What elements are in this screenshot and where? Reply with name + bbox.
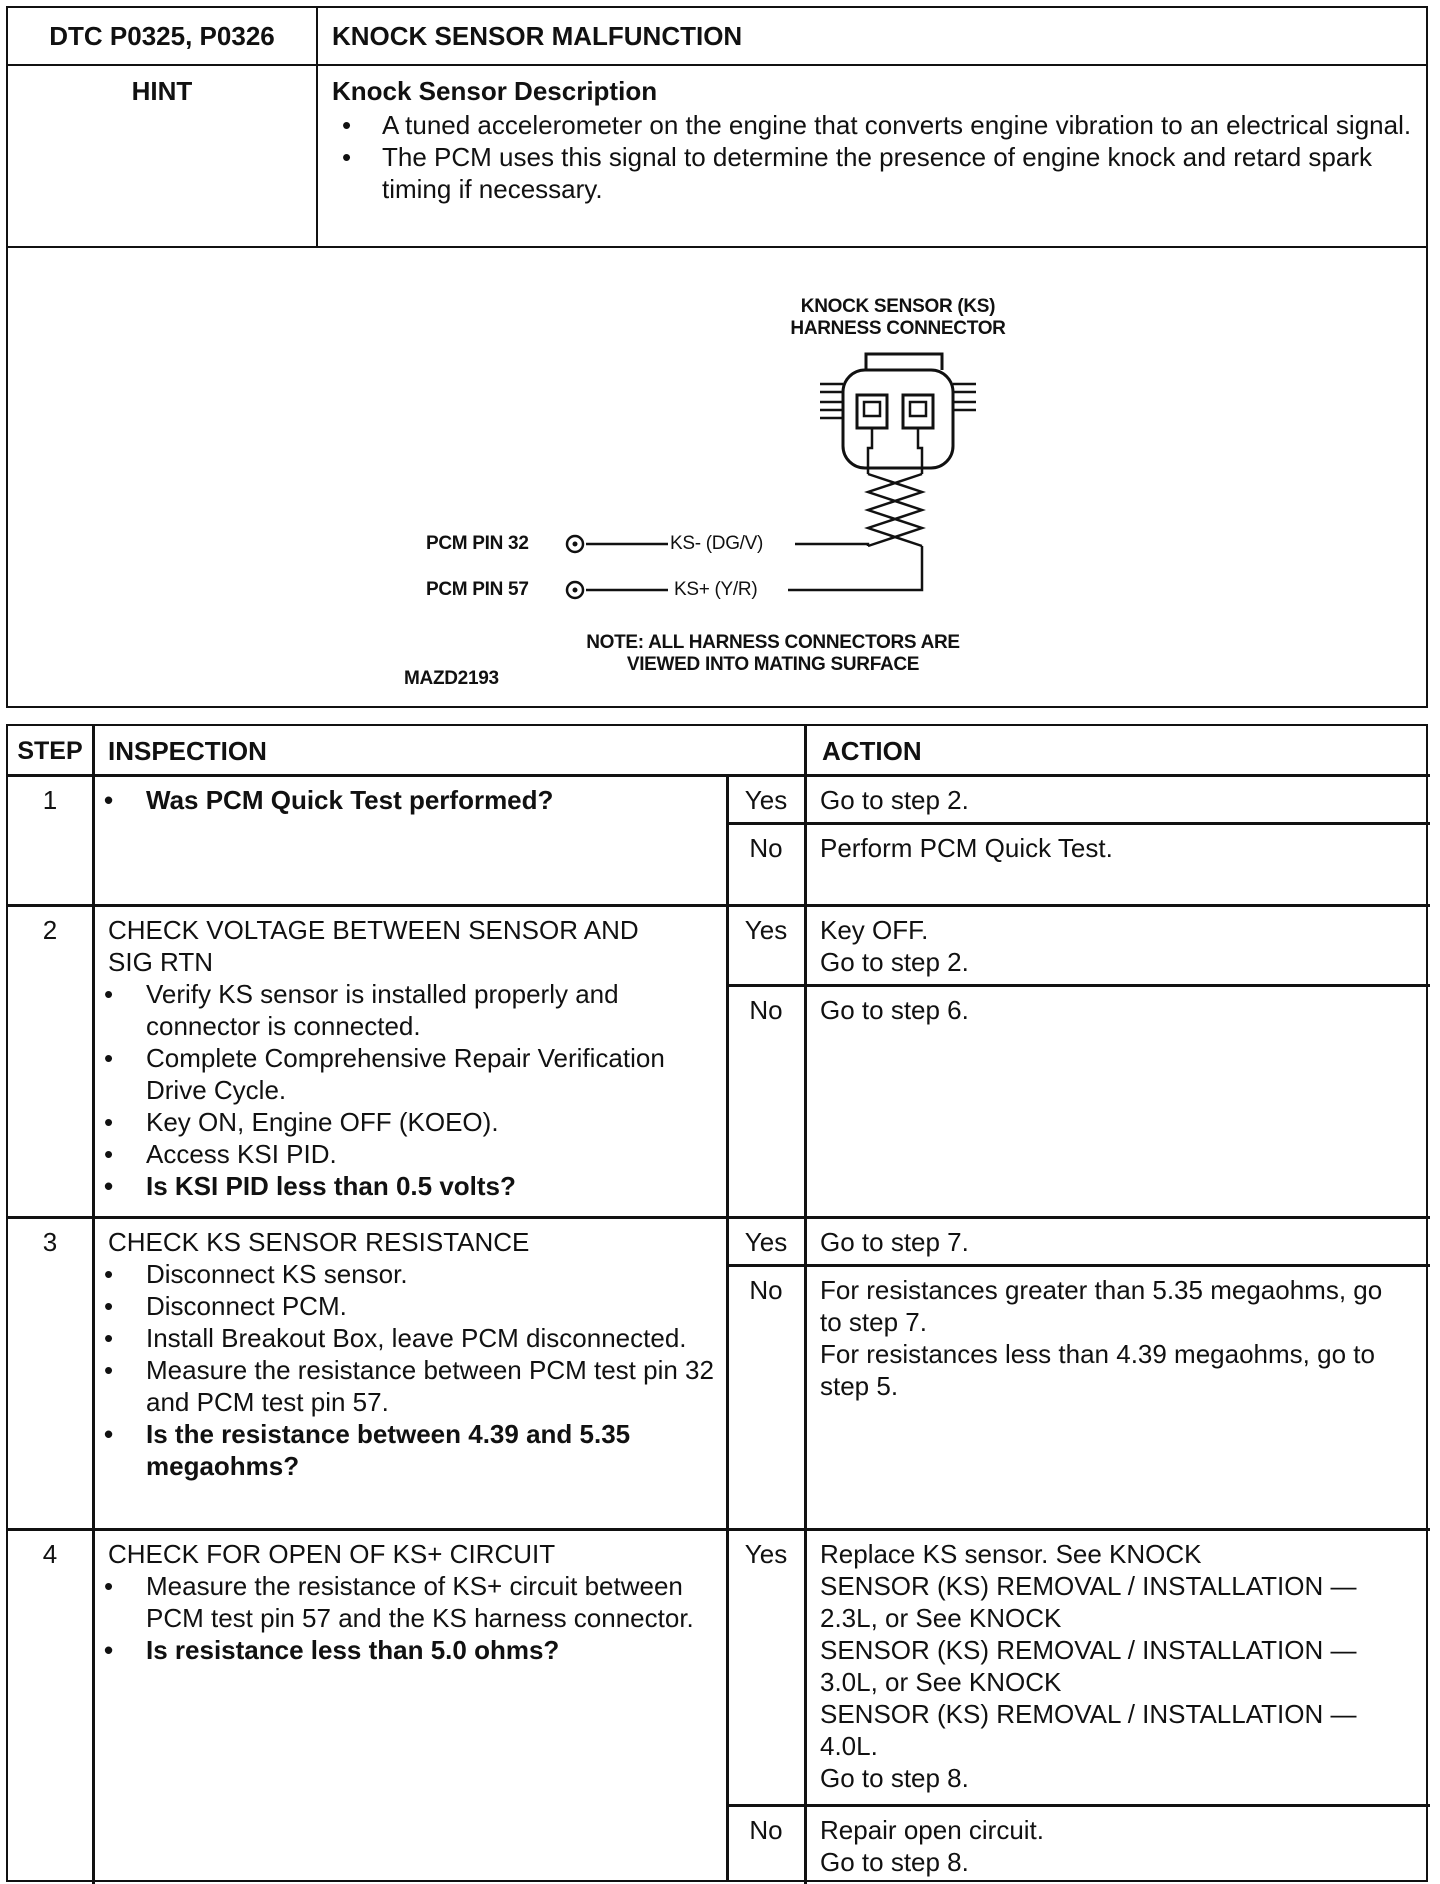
no-label: No <box>749 995 783 1025</box>
step-bullet: • Measure the resistance between PCM test pin 32 and PCM test pin 57. <box>94 1354 722 1418</box>
wire-ks-plus: KS+ (Y/R) <box>674 579 758 600</box>
header-table <box>6 6 1428 248</box>
connector-body <box>843 370 953 468</box>
wiring-diagram <box>6 242 1428 708</box>
col-header-step: STEP <box>17 737 83 765</box>
no-action: For resistances greater than 5.35 megaohms, go to step 7. For resistances less than 4.39 megaohms, go to step 5. <box>820 1275 1383 1401</box>
hint-bullet: • A tuned accelerometer on the engine that converts engine vibration to an electrical signal. <box>332 109 1412 141</box>
step-bullet: • Complete Comprehensive Repair Verification Drive Cycle. <box>94 1042 722 1106</box>
connector-latch <box>866 354 942 370</box>
no-action: Repair open circuit. Go to step 8. <box>820 1815 1044 1877</box>
step-question: • Is the resistance between 4.39 and 5.35 megaohms? <box>94 1418 722 1482</box>
step-bullet: • Disconnect PCM. <box>94 1290 722 1322</box>
step-question: • Was PCM Quick Test performed? <box>94 784 724 816</box>
step-inspection <box>94 784 724 816</box>
diagram-title-line1: KNOCK SENSOR (KS) <box>800 296 996 317</box>
step-bullet: • Access KSI PID. <box>94 1138 722 1170</box>
step-bullet: • Verify KS sensor is installed properly and connector is connected. <box>94 978 722 1042</box>
yes-action: Go to step 2. <box>820 785 969 815</box>
step-bullet: • Disconnect KS sensor. <box>94 1258 722 1290</box>
twisted-pair <box>868 474 922 546</box>
dtc-code: DTC P0325, P0326 <box>8 8 318 64</box>
pin32-label: PCM PIN 32 <box>426 533 529 554</box>
diagram-note-line2: VIEWED INTO MATING SURFACE <box>626 654 920 675</box>
yes-action: Replace KS sensor. See KNOCK SENSOR (KS) REMOVAL / INSTALLATION — 2.3L, or See KNOCK SENSOR (KS) REMOVAL / INSTALLATION — 3.0L, or See KNOCK SENSOR (KS) REMOVAL / INSTALLATION — 4.0L. Go to step 8. <box>820 1539 1357 1793</box>
yes-label: Yes <box>744 1539 788 1569</box>
step-title: CHECK KS SENSOR RESISTANCE <box>108 1227 530 1257</box>
yes-label: Yes <box>744 915 788 945</box>
diagram-note-line1: NOTE: ALL HARNESS CONNECTORS ARE <box>586 632 960 653</box>
steps-table <box>6 724 1428 1882</box>
step-title: CHECK VOLTAGE BETWEEN SENSOR AND SIG RTN <box>108 915 639 977</box>
no-label: No <box>749 833 783 863</box>
step-question: • Is KSI PID less than 0.5 volts? <box>94 1170 722 1202</box>
connector-tab-right <box>953 384 976 410</box>
diagram-note <box>548 632 998 676</box>
hint-content <box>318 66 1426 246</box>
yes-action: Go to step 7. <box>820 1227 969 1257</box>
hint-label: HINT <box>8 66 318 246</box>
step-number: 2 <box>42 915 58 945</box>
step-inspection <box>94 914 722 1202</box>
hint-title: Knock Sensor Description <box>332 76 658 106</box>
step-bullet: • Key ON, Engine OFF (KOEO). <box>94 1106 722 1138</box>
no-label: No <box>749 1275 783 1305</box>
no-action: Go to step 6. <box>820 995 969 1025</box>
no-label: No <box>749 1815 783 1845</box>
step-inspection <box>94 1226 722 1482</box>
no-action: Perform PCM Quick Test. <box>820 833 1113 863</box>
col-header-inspection: INSPECTION <box>108 736 267 766</box>
terminal-left <box>857 395 887 428</box>
pin57-label: PCM PIN 57 <box>426 579 529 600</box>
connector-tab-left <box>820 384 843 418</box>
figure-id: MAZD2193 <box>404 668 499 689</box>
wire-ks-minus: KS- (DG/V) <box>670 533 764 554</box>
col-header-action: ACTION <box>822 736 922 766</box>
yes-action: Key OFF. Go to step 2. <box>820 915 969 977</box>
step-question: • Is resistance less than 5.0 ohms? <box>94 1634 722 1666</box>
step-number: 1 <box>42 785 58 815</box>
step-bullet: • Measure the resistance of KS+ circuit between PCM test pin 57 and the KS harness connector. <box>94 1570 722 1634</box>
yes-label: Yes <box>744 785 788 815</box>
step-inspection <box>94 1538 722 1666</box>
step-bullet: • Install Breakout Box, leave PCM disconnected. <box>94 1322 722 1354</box>
step-title: CHECK FOR OPEN OF KS+ CIRCUIT <box>108 1539 556 1569</box>
step-number: 3 <box>42 1227 58 1257</box>
terminal-right <box>903 395 933 428</box>
hint-bullet: • The PCM uses this signal to determine the presence of engine knock and retard spark timing if necessary. <box>332 141 1412 205</box>
yes-label: Yes <box>744 1227 788 1257</box>
page-title: KNOCK SENSOR MALFUNCTION <box>332 21 743 51</box>
diagram-title-line2: HARNESS CONNECTOR <box>790 318 1006 339</box>
step-number: 4 <box>42 1539 58 1569</box>
